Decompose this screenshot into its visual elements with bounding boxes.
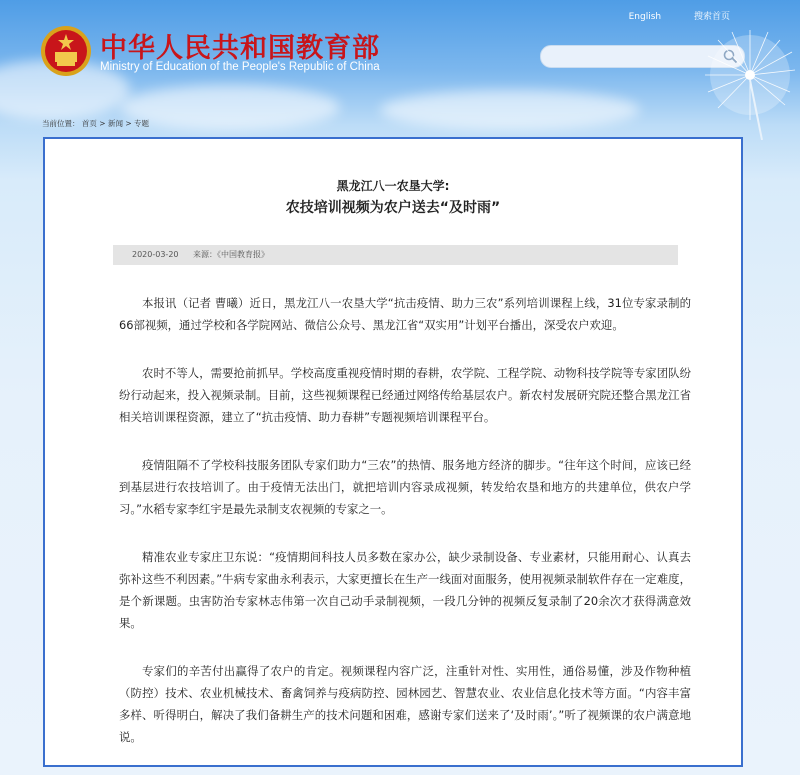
article-meta-bar bbox=[113, 245, 678, 265]
breadcrumb-news[interactable]: 新闻 bbox=[107, 119, 123, 128]
dandelion-decoration bbox=[690, 20, 800, 140]
breadcrumb-home[interactable]: 首页 bbox=[81, 119, 97, 128]
article-paragraph: 精准农业专家庄卫东说：“疫情期间科技人员多数在家办公，缺少录制设备、专业素材，只能用耐心、认真去弥补这些不利因素。”牛病专家曲永利表示，大家更擅长在生产一线面对面服务，使用视频录制软件存在一定难度，是个新课题。虫害防治专家林志伟第一次自己动手录制视频，一段几分钟的视频反复录制了20余次才获得满意效果。 bbox=[119, 550, 691, 630]
article-paragraph: 疫情阻隔不了学校科技服务团队专家们助力“三农”的热情、服务地方经济的脚步。“往年这个时间，应该已经到基层进行农技培训了。由于疫情无法出门，就把培训内容录成视频，转发给农垦和地方的共建单位，供农户学习。”水稻专家李红宇是最先录制支农视频的专家之一。 bbox=[119, 458, 691, 516]
breadcrumb-label: 当前位置： bbox=[42, 119, 80, 128]
article-date: 2020-03-20 bbox=[132, 250, 179, 259]
breadcrumb-separator: > bbox=[99, 119, 106, 128]
article-paragraph: 本报讯（记者 曹曦）近日，黑龙江八一农垦大学“抗击疫情、助力三农”系列培训课程上线，31位专家录制的66部视频，通过学校和各学院网站、微信公众号、黑龙江省“双实用”计划平台播出，深受农户欢迎。 bbox=[119, 296, 691, 332]
cloud-decoration bbox=[120, 85, 340, 130]
site-title[interactable]: 中华人民共和国教育部 bbox=[100, 33, 380, 64]
article-source: 来源：《中国教育报》 bbox=[193, 250, 270, 259]
article-title: 农技培训视频为农户送去“及时雨” bbox=[285, 200, 501, 216]
site-subtitle: Ministry of Education of the People's Republic of China bbox=[100, 61, 380, 73]
article-paragraph: 专家们的辛苦付出赢得了农户的肯定。视频课程内容广泛，注重针对性、实用性，通俗易懂，涉及作物种植（防控）技术、农业机械技术、畜禽饲养与疫病防控、园林园艺、智慧农业、农业信息化技术等方面。“内容丰富多样、听得明白，解决了我们备耕生产的技术问题和困难，感谢专家们送来了‘及时雨’。”听了视频课的农户满意地说。 bbox=[119, 664, 691, 744]
article-panel bbox=[43, 137, 743, 767]
cloud-decoration bbox=[380, 90, 640, 130]
article-paragraph: 农时不等人，需要抢前抓早。学校高度重视疫情时期的春耕，农学院、工程学院、动物科技学院等专家团队纷纷行动起来，投入视频录制。目前，这些视频课程已经通过网络传给基层农户。新农村发展研究院还整合黑龙江省相关培训课程资源，建立了“抗击疫情、助力春耕”专题视频培训课程平台。 bbox=[119, 366, 691, 424]
home-search-link[interactable]: 搜索首页 bbox=[693, 12, 730, 22]
breadcrumb-topic[interactable]: 专题 bbox=[134, 119, 150, 128]
national-emblem-icon bbox=[40, 25, 92, 77]
article-subtitle: 黑龙江八一农垦大学: bbox=[336, 179, 450, 193]
english-link[interactable]: English bbox=[628, 12, 662, 22]
breadcrumb bbox=[42, 118, 149, 129]
breadcrumb-separator: > bbox=[125, 119, 132, 128]
